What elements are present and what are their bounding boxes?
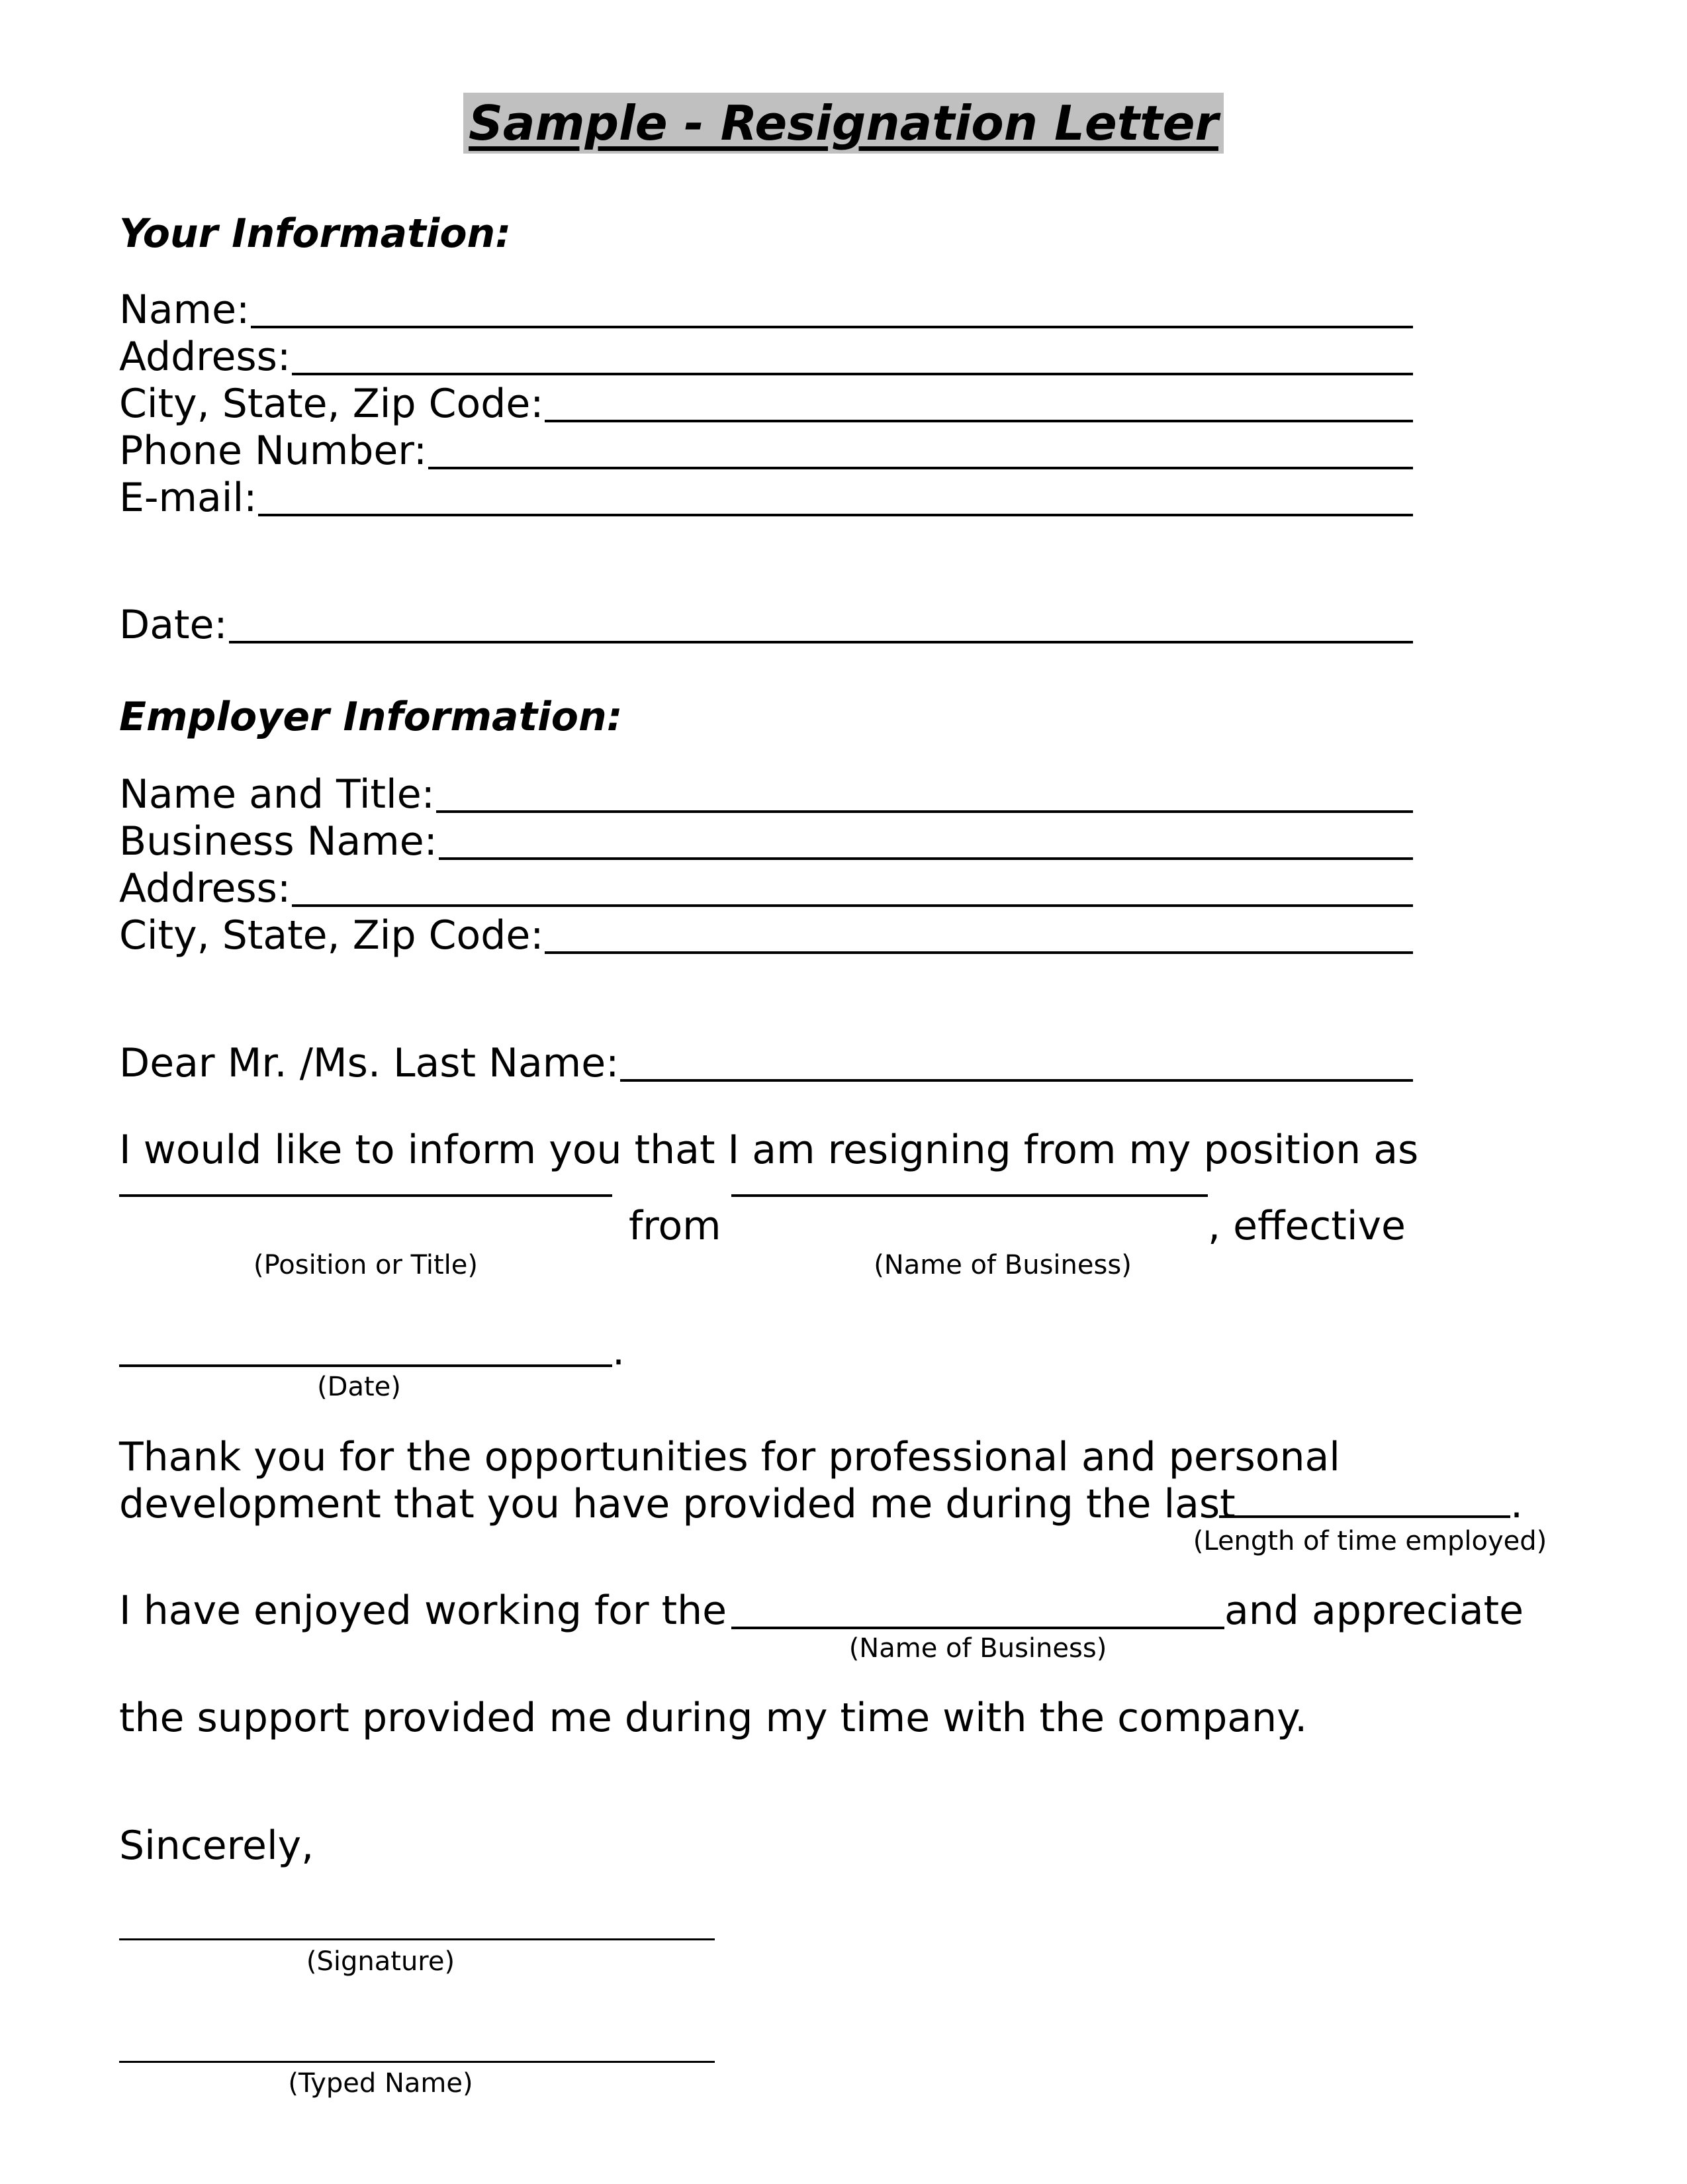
your-phone-field[interactable]: [119, 427, 1413, 475]
your-phone-label: Phone Number:: [119, 428, 428, 474]
your-email-field[interactable]: [119, 474, 1413, 522]
business-name-field[interactable]: [119, 818, 1413, 865]
date-hint: (Date): [317, 1372, 401, 1402]
employer-city-label: City, State, Zip Code:: [119, 912, 544, 959]
date-label: Date:: [119, 602, 228, 648]
your-city-label: City, State, Zip Code:: [119, 381, 544, 427]
your-name-field[interactable]: [119, 286, 1413, 334]
length-blank[interactable]: [1219, 1515, 1510, 1518]
salutation-field[interactable]: [119, 1039, 1413, 1087]
appreciate-text: and appreciate: [1224, 1588, 1524, 1634]
your-address-label: Address:: [119, 334, 291, 380]
your-city-field[interactable]: [119, 380, 1413, 428]
enjoyed-text: I have enjoyed working for the: [119, 1588, 727, 1634]
your-phone-line[interactable]: [428, 467, 1413, 469]
employer-address-label: Address:: [119, 865, 291, 912]
length-period: .: [1510, 1481, 1524, 1527]
from-text: from: [629, 1203, 721, 1249]
document-title-wrap: [0, 93, 1687, 154]
date-period: .: [612, 1328, 625, 1374]
employer-name-title-label: Name and Title:: [119, 771, 435, 818]
employer-city-field[interactable]: [119, 912, 1413, 959]
employer-name-title-field[interactable]: [119, 771, 1413, 818]
employer-address-line[interactable]: [292, 904, 1413, 907]
your-email-line[interactable]: [258, 514, 1413, 516]
length-hint: (Length of time employed): [1193, 1526, 1547, 1556]
signature-line[interactable]: [119, 1938, 715, 1940]
position-blank[interactable]: [119, 1194, 612, 1197]
employer-information-heading: Employer Information:: [119, 694, 623, 740]
effective-date-blank[interactable]: [119, 1364, 612, 1367]
employer-name-title-line[interactable]: [436, 810, 1413, 813]
business-name-line[interactable]: [439, 857, 1413, 860]
employer-city-line[interactable]: [545, 951, 1413, 954]
position-hint: (Position or Title): [253, 1250, 479, 1280]
typed-name-line[interactable]: [119, 2061, 715, 2063]
closing-text: Sincerely,: [119, 1823, 314, 1869]
business-blank[interactable]: [731, 1194, 1208, 1197]
salutation-line[interactable]: [620, 1079, 1413, 1082]
typed-name-hint: (Typed Name): [288, 2068, 473, 2099]
resign-statement: I would like to inform you that I am resigning from my position as: [119, 1127, 1419, 1173]
your-information-heading: Your Information:: [119, 211, 512, 257]
employer-address-field[interactable]: [119, 865, 1413, 912]
support-text: the support provided me during my time with the company.: [119, 1695, 1308, 1741]
date-field[interactable]: [119, 601, 1413, 649]
date-line[interactable]: [229, 641, 1413, 643]
your-name-line[interactable]: [251, 326, 1413, 328]
thanks-line-1: Thank you for the opportunities for professional and personal: [119, 1434, 1340, 1480]
effective-text: , effective: [1208, 1203, 1406, 1249]
your-city-line[interactable]: [545, 420, 1413, 422]
your-address-field[interactable]: [119, 333, 1413, 381]
document-title: Sample - Resignation Letter: [463, 93, 1224, 154]
business-hint-2: (Name of Business): [848, 1633, 1107, 1664]
your-address-line[interactable]: [292, 373, 1413, 375]
your-name-label: Name:: [119, 287, 250, 333]
signature-hint: (Signature): [306, 1946, 455, 1977]
business-blank-2[interactable]: [731, 1627, 1224, 1629]
salutation-label: Dear Mr. /Ms. Last Name:: [119, 1040, 619, 1086]
thanks-line-2: development that you have provided me during the last: [119, 1481, 1236, 1527]
business-hint: (Name of Business): [874, 1250, 1132, 1280]
business-name-label: Business Name:: [119, 818, 437, 865]
your-email-label: E-mail:: [119, 475, 257, 521]
